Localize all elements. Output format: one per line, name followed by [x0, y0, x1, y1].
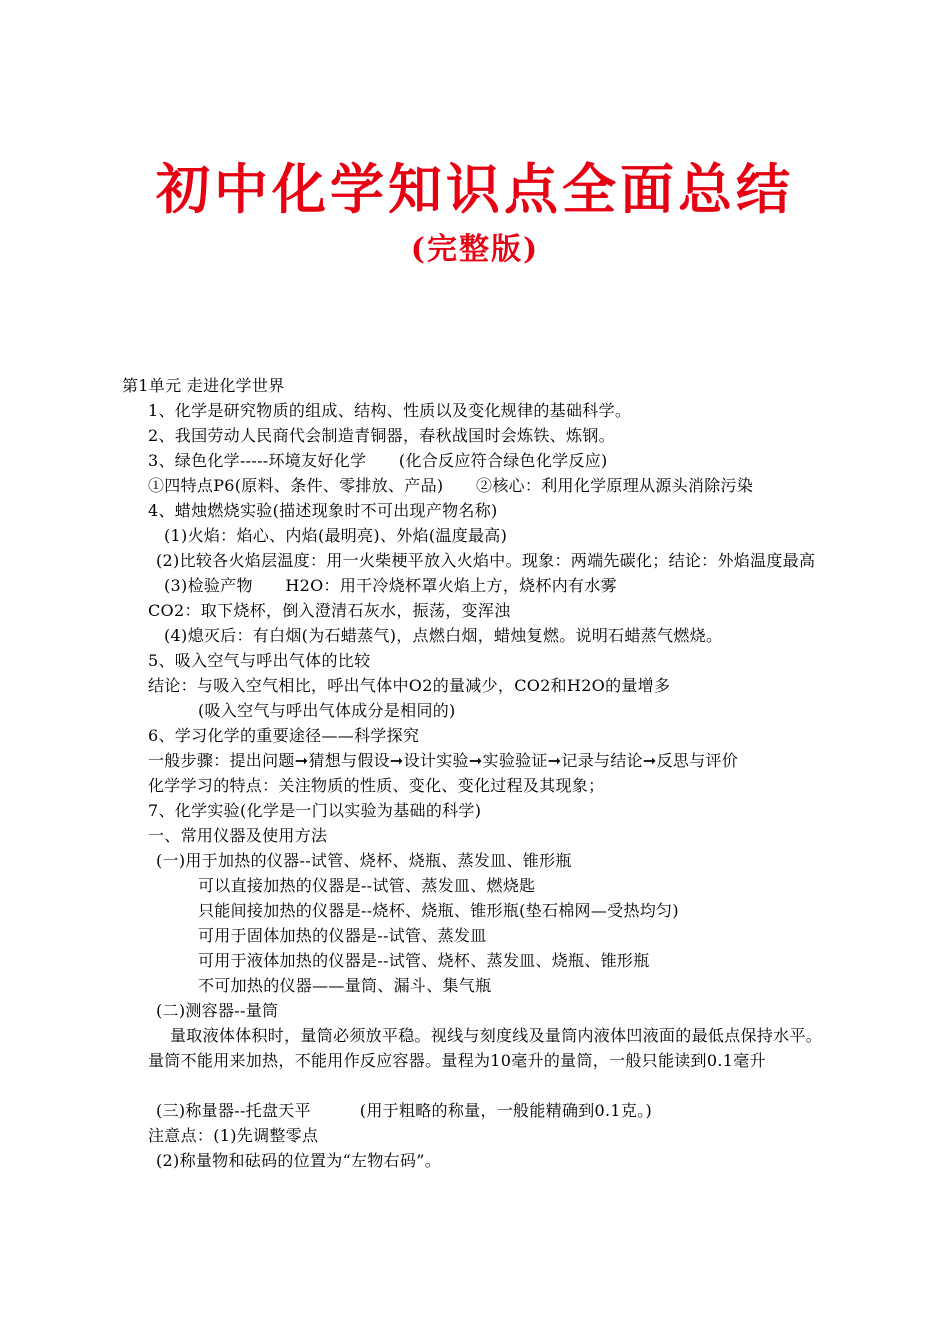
- text-line: (2)称量物和砝码的位置为“左物右码”。: [156, 1151, 442, 1170]
- document-title: 初中化学知识点全面总结: [156, 157, 794, 221]
- document-subtitle: (完整版): [410, 232, 540, 267]
- text-line: (2)比较各火焰层温度：用一火柴梗平放入火焰中。现象：两端先碳化；结论：外焰温度最高: [156, 551, 816, 570]
- text-line: 3、绿色化学-----环境友好化学 (化合反应符合绿色化学反应): [148, 451, 608, 470]
- text-line: CO2：取下烧杯，倒入澄清石灰水，振荡，变浑浊: [148, 601, 511, 620]
- text-line: 可以直接加热的仪器是--试管、蒸发皿、燃烧匙: [198, 876, 536, 895]
- text-line: 7、化学实验(化学是一门以实验为基础的科学): [148, 801, 482, 820]
- text-line: (二)测容器--量筒: [156, 1001, 279, 1020]
- text-line: (吸入空气与呼出气体成分是相同的): [198, 701, 456, 720]
- text-line: (1)火焰：焰心、内焰(最明亮)、外焰(温度最高): [164, 526, 508, 545]
- document-body: [92, 373, 862, 1173]
- text-line: 4、蜡烛燃烧实验(描述现象时不可出现产物名称): [148, 501, 498, 520]
- text-line: 可用于固体加热的仪器是--试管、蒸发皿: [198, 926, 487, 945]
- unit-heading: 第1单元 走进化学世界: [122, 376, 285, 395]
- text-line: (4)熄灭后：有白烟(为石蜡蒸气)，点燃白烟，蜡烛复燃。说明石蜡蒸气燃烧。: [164, 626, 723, 645]
- text-line: 量筒不能用来加热，不能用作反应容器。量程为10毫升的量筒，一般只能读到0.1毫升: [148, 1051, 766, 1070]
- text-line: (一)用于加热的仪器--试管、烧杯、烧瓶、蒸发皿、锥形瓶: [156, 851, 572, 870]
- text-line: (三)称量器--托盘天平 (用于粗略的称量，一般能精确到0.1克。): [156, 1101, 653, 1120]
- text-line: 可用于液体加热的仪器是--试管、烧杯、蒸发皿、烧瓶、锥形瓶: [198, 951, 650, 970]
- text-line: 2、我国劳动人民商代会制造青铜器，春秋战国时会炼铁、炼钢。: [148, 426, 615, 445]
- text-line: 一般步骤：提出问题➞猜想与假设➞设计实验➞实验验证➞记录与结论➞反思与评价: [148, 751, 739, 770]
- text-line: 一、常用仪器及使用方法: [148, 826, 328, 845]
- blank-line: [92, 1073, 862, 1098]
- text-line: 化学学习的特点：关注物质的性质、变化、变化过程及其现象；: [148, 776, 605, 795]
- text-line: 注意点：(1)先调整零点: [148, 1126, 319, 1145]
- text-line: 1、化学是研究物质的组成、结构、性质以及变化规律的基础科学。: [148, 401, 632, 420]
- text-line: 6、学习化学的重要途径——科学探究: [148, 726, 420, 745]
- text-line: (3)检验产物 H2O：用干冷烧杯罩火焰上方，烧杯内有水雾: [164, 576, 617, 595]
- text-line: ①四特点P6(原料、条件、零排放、产品) ②核心：利用化学原理从源头消除污染: [148, 476, 754, 495]
- text-line: 量取液体体积时，量筒必须放平稳。视线与刻度线及量筒内液体凹液面的最低点保持水平。: [170, 1026, 823, 1045]
- text-line: 不可加热的仪器——量筒、漏斗、集气瓶: [198, 976, 492, 995]
- text-line: 结论：与吸入空气相比，呼出气体中O2的量减少，CO2和H2O的量增多: [148, 676, 671, 695]
- text-line: 只能间接加热的仪器是--烧杯、烧瓶、锥形瓶(垫石棉网—受热均匀): [198, 901, 679, 920]
- text-line: 5、吸入空气与呼出气体的比较: [148, 651, 371, 670]
